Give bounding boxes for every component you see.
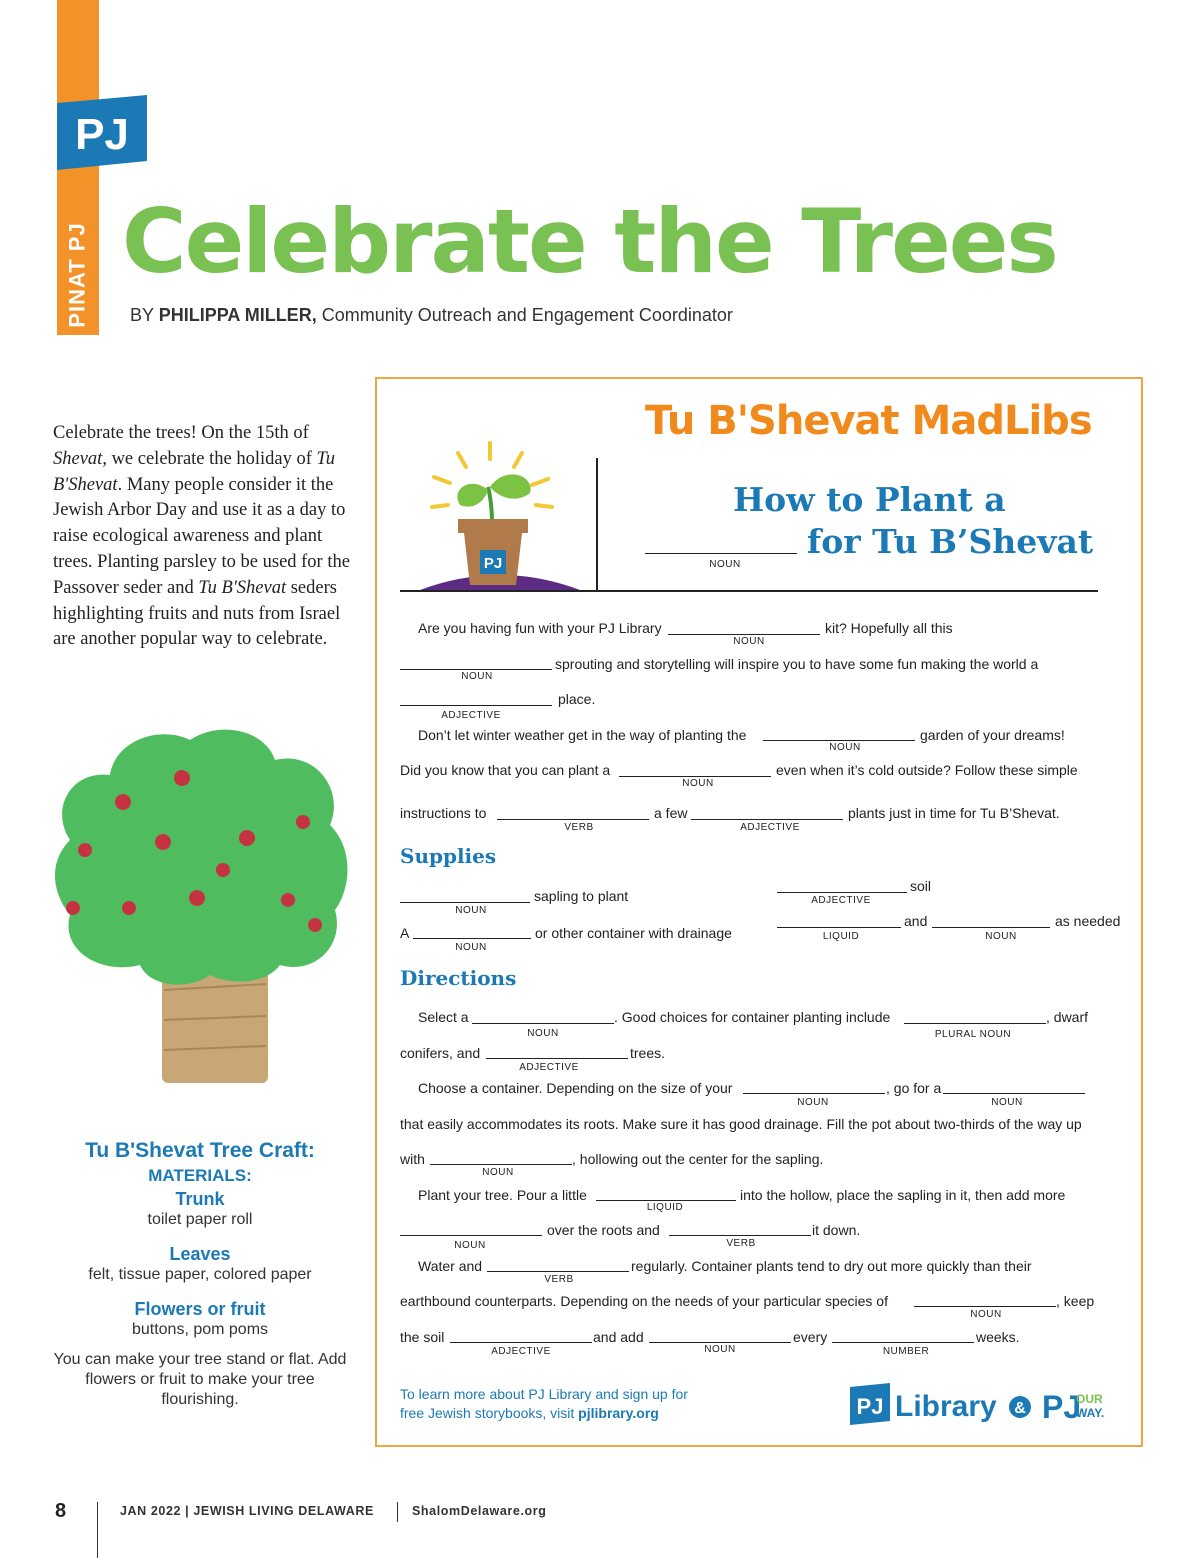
direction-text: it down. xyxy=(812,1222,861,1238)
blank-adjective xyxy=(450,1342,592,1343)
intro-text: seders highlighting fruits and nuts from Israel are another popular way to celebrate. xyxy=(53,577,341,650)
blank-label: NOUN xyxy=(454,1240,486,1251)
blank-adjective xyxy=(691,819,843,820)
blank-liquid xyxy=(596,1200,736,1201)
direction-text: regularly. Container plants tend to dry out more quickly than their xyxy=(631,1258,1032,1274)
logo-way-text: WAY. xyxy=(1076,1406,1105,1420)
blank-noun xyxy=(943,1093,1085,1094)
blank-label: VERB xyxy=(564,822,594,833)
direction-text: the soil xyxy=(400,1329,445,1345)
blank-label: NOUN xyxy=(970,1309,1002,1320)
heading-blank xyxy=(645,553,797,554)
intro-text: Celebrate the trees! On the 15th of xyxy=(53,423,309,443)
supply-text: A xyxy=(400,925,410,941)
blank-label: ADJECTIVE xyxy=(811,895,871,906)
blank-label: NOUN xyxy=(985,931,1017,942)
intro-text: . Many people consider it the Jewish Arbor Day and use it as a day to raise ecological awareness and plant trees. Planting parsley to be used for the Passover seder and xyxy=(53,474,350,598)
blank-verb xyxy=(497,819,649,820)
byline xyxy=(130,305,733,326)
direction-text: Plant your tree. Pour a little xyxy=(418,1187,587,1203)
direction-text: that easily accommodates its roots. Make sure it has good drainage. Fill the pot about two-thirds of the way up xyxy=(400,1116,1082,1132)
blank-label: NOUN xyxy=(682,778,714,789)
direction-text: conifers, and xyxy=(400,1045,481,1061)
logo-our-text: OUR xyxy=(1076,1392,1103,1406)
footer-site-link[interactable]: ShalomDelaware.org xyxy=(412,1504,547,1518)
madlib-text: Did you know that you can plant a xyxy=(400,762,611,778)
craft-title: Tu B'Shevat Tree Craft: xyxy=(85,1139,315,1162)
blank-noun xyxy=(619,776,771,777)
side-tab-label: PINAT PJ xyxy=(65,222,91,328)
blank-number xyxy=(832,1342,974,1343)
madlib-text: sprouting and storytelling will inspire you to have some fun making the world a xyxy=(555,656,1039,672)
supplies-heading: Supplies xyxy=(400,844,497,868)
madlib-text: garden of your dreams! xyxy=(920,727,1065,743)
craft-note: You can make your tree stand or flat. Add flowers or fruit to make your tree flourishing. xyxy=(53,1351,347,1408)
intro-italic: Tu B'Shevat xyxy=(198,577,287,598)
blank-noun xyxy=(932,927,1050,928)
blank-label: LIQUID xyxy=(646,1202,684,1213)
blank-label: VERB xyxy=(726,1238,756,1249)
blank-label: ADJECTIVE xyxy=(740,822,800,833)
blank-noun xyxy=(743,1093,885,1094)
blank-label: NOUN xyxy=(527,1028,559,1039)
blank-label: NOUN xyxy=(461,671,493,682)
blank-adjective xyxy=(777,892,907,893)
blank-label: ADJECTIVE xyxy=(491,1346,551,1357)
direction-text: over the roots and xyxy=(547,1222,660,1238)
direction-text: trees. xyxy=(630,1045,666,1061)
blank-verb xyxy=(669,1235,811,1236)
blank-label: NUMBER xyxy=(882,1346,930,1357)
blank-label: NOUN xyxy=(455,942,487,953)
tree-craft-image xyxy=(50,720,355,1090)
craft-leaves-item: felt, tissue paper, colored paper xyxy=(88,1266,312,1283)
potted-plant-illustration xyxy=(420,435,585,590)
direction-text: weeks. xyxy=(976,1329,1020,1345)
heading-blank-label: NOUN xyxy=(709,559,741,570)
direction-text: , dwarf xyxy=(1046,1009,1089,1025)
direction-text: with xyxy=(400,1151,425,1167)
blank-noun xyxy=(400,902,530,903)
blank-noun xyxy=(400,1235,542,1236)
blank-label: NOUN xyxy=(482,1167,514,1178)
madlibs-footer-note xyxy=(400,1385,688,1423)
supply-text: sapling to plant xyxy=(534,888,629,904)
intro-text: , we celebrate the holiday of xyxy=(102,448,317,469)
madlib-text: even when it’s cold outside? Follow these simple xyxy=(776,762,1078,778)
direction-text: , hollowing out the center for the sapling. xyxy=(572,1151,824,1167)
blank-adjective xyxy=(486,1058,628,1059)
craft-leaves-heading: Leaves xyxy=(169,1244,231,1264)
craft-flowers-heading: Flowers or fruit xyxy=(134,1299,266,1319)
blank-label: NOUN xyxy=(829,742,861,753)
header-divider-horizontal xyxy=(400,590,1098,592)
blank-noun xyxy=(413,938,531,939)
craft-materials-label: MATERIALS: xyxy=(148,1166,252,1185)
madlib-text: instructions to xyxy=(400,805,487,821)
direction-text: Select a xyxy=(418,1009,469,1025)
header-divider-vertical xyxy=(596,458,598,591)
byline-prefix: BY xyxy=(130,305,159,325)
footer-note-text: free Jewish storybooks, visit xyxy=(400,1405,579,1421)
direction-text: Choose a container. Depending on the size of your xyxy=(418,1080,733,1096)
direction-text: . Good choices for container planting include xyxy=(614,1009,891,1025)
footer-note-line2 xyxy=(400,1404,688,1423)
supply-text: soil xyxy=(910,878,932,894)
blank-adjective xyxy=(400,705,552,706)
page-number: 8 xyxy=(55,1500,67,1522)
direction-text: and add xyxy=(593,1329,644,1345)
footer-note-line1: To learn more about PJ Library and sign up for xyxy=(400,1386,688,1402)
blank-noun xyxy=(472,1023,614,1024)
blank-label: PLURAL NOUN xyxy=(934,1029,1012,1040)
madlib-text: plants just in time for Tu B’Shevat. xyxy=(848,805,1060,821)
intro-italic: Shevat xyxy=(53,448,103,469)
logo-library-text: Library xyxy=(895,1390,997,1423)
blank-plural-noun xyxy=(904,1023,1046,1024)
blank-noun xyxy=(914,1306,1056,1307)
madlib-text: kit? Hopefully all this xyxy=(825,620,953,636)
blank-noun xyxy=(430,1164,572,1165)
direction-text: earthbound counterparts. Depending on the needs of your particular species of xyxy=(400,1293,888,1309)
how-to-heading-line2: for Tu B’Shevat xyxy=(807,522,1094,561)
blank-label: NOUN xyxy=(991,1097,1023,1108)
logo-pj2-text: PJ xyxy=(1042,1389,1082,1425)
craft-section xyxy=(50,1138,350,1410)
blank-verb xyxy=(487,1271,629,1272)
madlib-text: place. xyxy=(558,691,596,707)
blank-label: ADJECTIVE xyxy=(441,710,501,721)
direction-text: , keep xyxy=(1056,1293,1095,1309)
craft-trunk-item: toilet paper roll xyxy=(147,1211,253,1228)
supply-text: or other container with drainage xyxy=(535,925,732,941)
blank-label: LIQUID xyxy=(822,931,860,942)
blank-label: NOUN xyxy=(455,905,487,916)
blank-label: NOUN xyxy=(733,636,765,647)
direction-text: into the hollow, place the sapling in it, then add more xyxy=(740,1187,1066,1203)
logo-pj-text: PJ xyxy=(856,1394,884,1419)
blank-label: NOUN xyxy=(797,1097,829,1108)
madlib-text: Don’t let winter weather get in the way of planting the xyxy=(418,727,747,743)
footer-separator xyxy=(397,1502,398,1522)
intro-paragraph xyxy=(53,421,353,653)
blank-noun xyxy=(668,634,820,635)
blank-noun xyxy=(763,740,915,741)
direction-text: Water and xyxy=(418,1258,483,1274)
pj-logo-text: PJ xyxy=(75,110,129,159)
supply-text: and xyxy=(904,913,928,929)
byline-name: PHILIPPA MILLER, xyxy=(158,305,317,325)
pjlibrary-link[interactable]: pjlibrary.org xyxy=(578,1405,659,1421)
how-to-heading-line1: How to Plant a xyxy=(733,480,1006,519)
blank-label: NOUN xyxy=(704,1344,736,1355)
supply-text: as needed xyxy=(1055,913,1121,929)
blank-liquid xyxy=(777,927,901,928)
direction-text: every xyxy=(793,1329,828,1345)
craft-trunk-heading: Trunk xyxy=(175,1189,225,1209)
logo-amp: & xyxy=(1014,1400,1026,1417)
craft-flowers-item: buttons, pom poms xyxy=(131,1321,269,1338)
madlib-text: Are you having fun with your PJ Library xyxy=(418,620,662,636)
pj-library-logo xyxy=(850,1383,1105,1428)
madlibs-title: Tu B'Shevat MadLibs xyxy=(645,398,1092,444)
pj-logo xyxy=(57,95,147,170)
madlib-text: a few xyxy=(654,805,688,821)
byline-role: Community Outreach and Engagement Coordinator xyxy=(316,305,733,325)
direction-text: , go for a xyxy=(886,1080,942,1096)
blank-label: VERB xyxy=(544,1274,574,1285)
intro-italic: Tu B'Shevat xyxy=(53,448,336,495)
pot-pj-logo: PJ xyxy=(483,555,503,572)
footer-issue: JAN 2022 | JEWISH LIVING DELAWARE xyxy=(120,1504,374,1518)
blank-label: ADJECTIVE xyxy=(519,1062,579,1073)
blank-noun xyxy=(649,1342,791,1343)
page-title: Celebrate the Trees xyxy=(122,190,1057,293)
footer-rule xyxy=(97,1502,98,1558)
blank-noun xyxy=(400,669,552,670)
side-tab-label-wrap xyxy=(57,215,99,335)
directions-heading: Directions xyxy=(400,966,517,990)
